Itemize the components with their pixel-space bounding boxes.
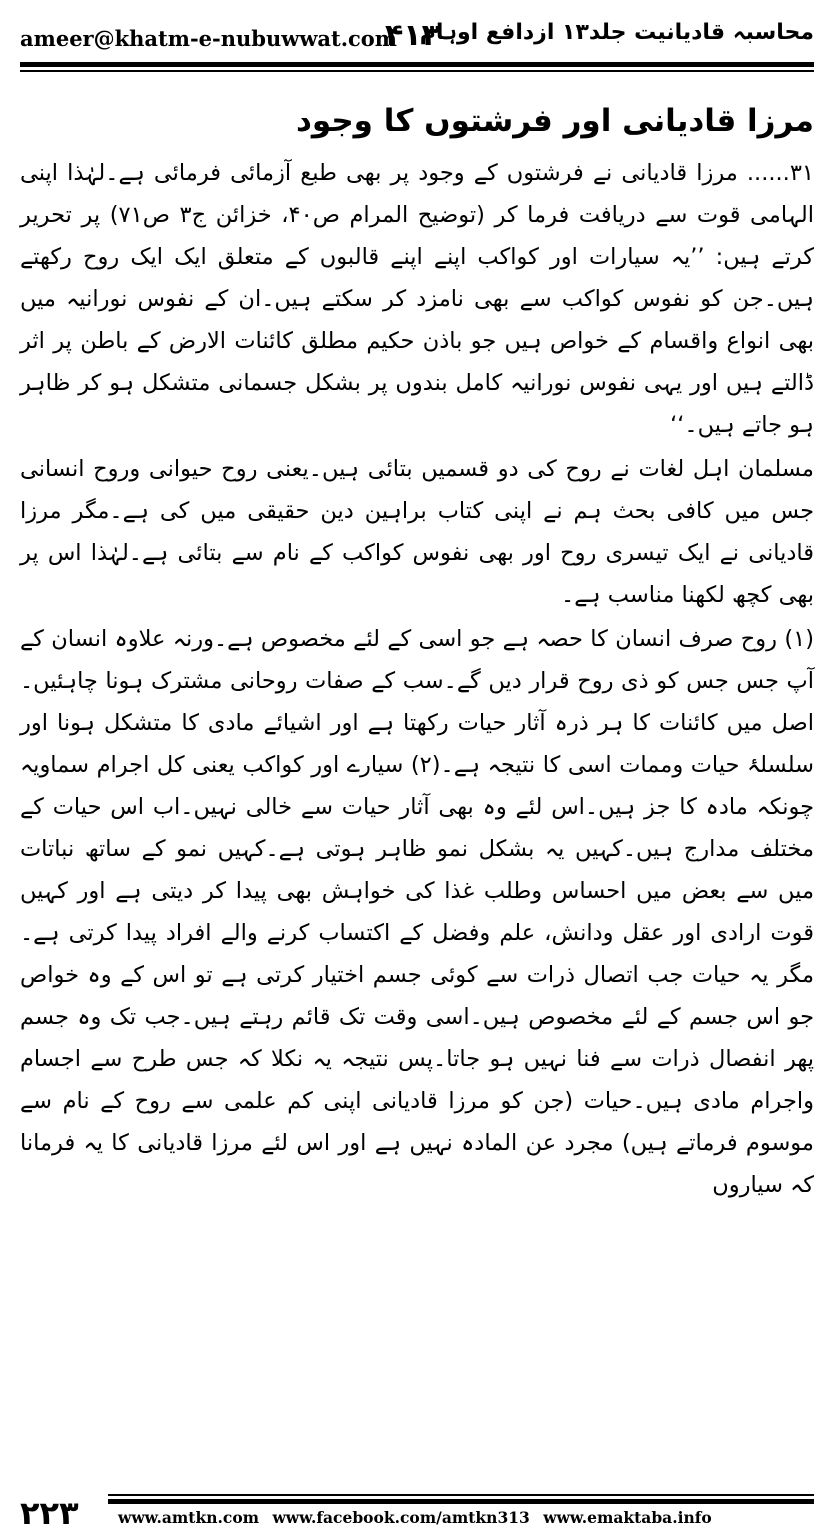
article-heading: مرزا قادیانی اور فرشتوں کا وجود — [295, 103, 814, 139]
header-rule-thin — [20, 70, 814, 72]
footer-rule-thick — [108, 1499, 814, 1504]
header-book-title: محاسبہ قادیانیت جلد۱۳ ازدافع اوہام — [419, 20, 814, 45]
header-page-number: ۴۱۳ — [385, 18, 440, 53]
paragraph-numbered-points: (۱) روح صرف انسان کا حصہ ہے جو اسی کے لئے مخصوص ہے۔ورنہ علاوہ انسان کے آپ جس جس کو ذی روح قرار دیں گے۔سب کے صفات روحانی مشترک ہونا چاہئیں۔اصل میں کائنات کا ہر ذرہ آثار حیات رکھتا ہے اور اشیائے مادی کا متشکل ہونا اور سلسلۂ حیات وممات اسی کا نتیجہ ہے۔(۲) سیارے اور کواکب یعنی کل اجرام سماویہ چونکہ مادہ کا جز ہیں۔اس لئے وہ بھی آثار حیات سے خالی نہیں۔اب اس حیات کے مختلف مدارج ہیں۔کہیں یہ بشکل نمو ظاہر ہوتی ہے۔کہیں نمو کے ساتھ نباتات میں سے بعض میں احساس وطلب غذا کی خواہش بھی پیدا کر دیتی ہے اور کہیں قوت ارادی اور عقل ودانش، علم وفضل کے اکتساب کرنے والے افراد پیدا کرتی ہے۔مگر یہ حیات جب اتصال ذرات سے کوئی جسم اختیار کرتی ہے تو اس کے وہ خواص جو اس جسم کے لئے مخصوص ہیں۔اسی وقت تک قائم رہتے ہیں۔جب تک وہ جسم پھر انفصال ذرات سے فنا نہیں ہو جاتا۔پس نتیجہ یہ نکلا کہ جس طرح سے اجسام واجرام مادی ہیں۔حیات (جن کو مرزا قادیانی اپنی کم علمی سے روح کے نام سے موسوم فرماتے ہیں) مجرد عن المادہ نہیں ہے اور اس لئے مرزا قادیانی کا یہ فرمانا کہ سیاروں — [20, 626, 814, 1198]
article-body — [20, 96, 814, 1206]
paragraph-ahl-lughat: مسلمان اہل لغات نے روح کی دو قسمیں بتائی ہیں۔یعنی روح حیوانی وروح انسانی جس میں کافی بحث ہم نے اپنی کتاب براہین دین حقیقی میں کی ہے۔مگر مرزا قادیانی نے ایک تیسری روح اور بھی نفوس کواکب کے نام سے بتائی ہے۔لہٰذا اس پر بھی کچھ لکھنا مناسب ہے۔ — [20, 456, 814, 608]
footer-links — [118, 1508, 814, 1527]
page-footer — [20, 1494, 814, 1532]
footer-link-amtkn[interactable]: www.amtkn.com — [118, 1508, 260, 1527]
page-header — [20, 14, 814, 58]
footer-link-emaktaba[interactable]: www.emaktaba.info — [543, 1508, 712, 1527]
footer-rule-thin — [108, 1494, 814, 1496]
footer-page-number: ۲۲۳ — [20, 1494, 79, 1532]
paragraph-31: ۳۱...... مرزا قادیانی نے فرشتوں کے وجود پر بھی طبع آزمائی فرمائی ہے۔لہٰذا اپنی الہامی قوت سے دریافت فرما کر (توضیح المرام ص۴۰، خزائن ج۳ ص۷۱) پر تحریر کرتے ہیں: ’’یہ سیارات اور کواکب اپنے اپنے قالبوں کے متعلق ایک ایک روح رکھتے ہیں۔جن کو نفوس کواکب سے بھی نامزد کر سکتے ہیں۔ان کے نفوس نورانیہ میں بھی انواع واقسام کے خواص ہیں جو باذن حکیم مطلق کائنات الارض کے باطن پر اثر ڈالتے ہیں اور یہی نفوس نورانیہ کامل بندوں پر بشکل جسمانی متشکل ہو کر ظاہر ہو جاتے ہیں۔‘‘ — [20, 160, 814, 438]
footer-link-facebook[interactable]: www.facebook.com/amtkn313 — [272, 1508, 530, 1527]
header-rule-thick — [20, 62, 814, 67]
header-email[interactable]: ameer@khatm-e-nubuwwat.com — [20, 26, 398, 51]
